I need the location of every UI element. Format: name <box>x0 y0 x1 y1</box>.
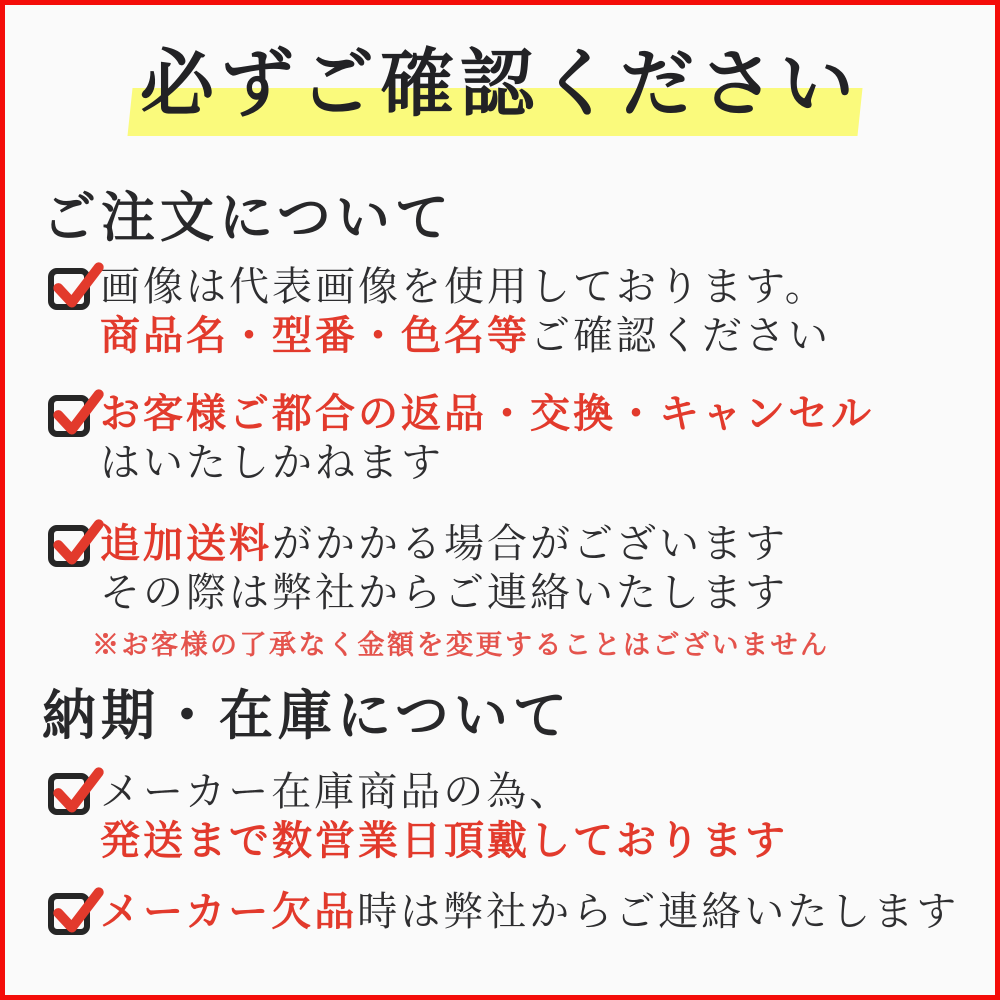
item-text-red: メーカー欠品 <box>100 888 358 935</box>
item-line <box>100 768 788 817</box>
item-line <box>100 520 830 569</box>
item-text: 時は弊社からご連絡いたします <box>357 889 960 935</box>
item-text-red: 商品名・型番・色名等 <box>100 311 530 359</box>
item-text: はいたしかねます <box>100 439 444 486</box>
checklist-item-no-returns <box>48 390 980 488</box>
item-text: その際は弊社からご連絡いたします <box>100 569 788 616</box>
item-line <box>100 817 788 866</box>
item-line <box>100 390 874 439</box>
item-note: ※お客様の了承なく金額を変更することはございません <box>92 629 830 661</box>
checked-checkbox-icon <box>48 525 90 567</box>
item-line <box>100 569 830 618</box>
item-text-red: 発送まで数営業日頂戴しております <box>100 816 788 864</box>
item-text: 画像は代表画像を使用しております。 <box>100 264 828 310</box>
item-text: がかかる場合がございます <box>272 521 788 567</box>
item-text-red: お客様ご都合の返品・交換・キャンセル <box>100 390 874 437</box>
checked-checkbox-icon <box>48 268 90 310</box>
checklist-item-representative-image <box>48 263 980 361</box>
checklist-item-extra-shipping <box>48 520 980 663</box>
checked-checkbox-icon <box>48 893 90 935</box>
checked-checkbox-icon <box>48 773 90 815</box>
section-heading-stock: 納期・在庫について <box>42 683 572 747</box>
item-line <box>100 263 831 312</box>
item-line <box>100 439 874 488</box>
page-title: 必ずご確認ください <box>140 41 860 127</box>
section-heading-order: ご注文について <box>42 185 454 249</box>
item-text: ご確認ください <box>530 312 831 359</box>
item-line <box>100 888 959 937</box>
item-text-red: 追加送料 <box>100 520 272 567</box>
item-line <box>100 312 831 361</box>
checklist-item-maker-stock <box>48 768 980 866</box>
item-text: メーカー在庫商品の為、 <box>100 769 573 815</box>
checklist-item-maker-shortage <box>48 888 980 937</box>
checked-checkbox-icon <box>48 395 90 437</box>
